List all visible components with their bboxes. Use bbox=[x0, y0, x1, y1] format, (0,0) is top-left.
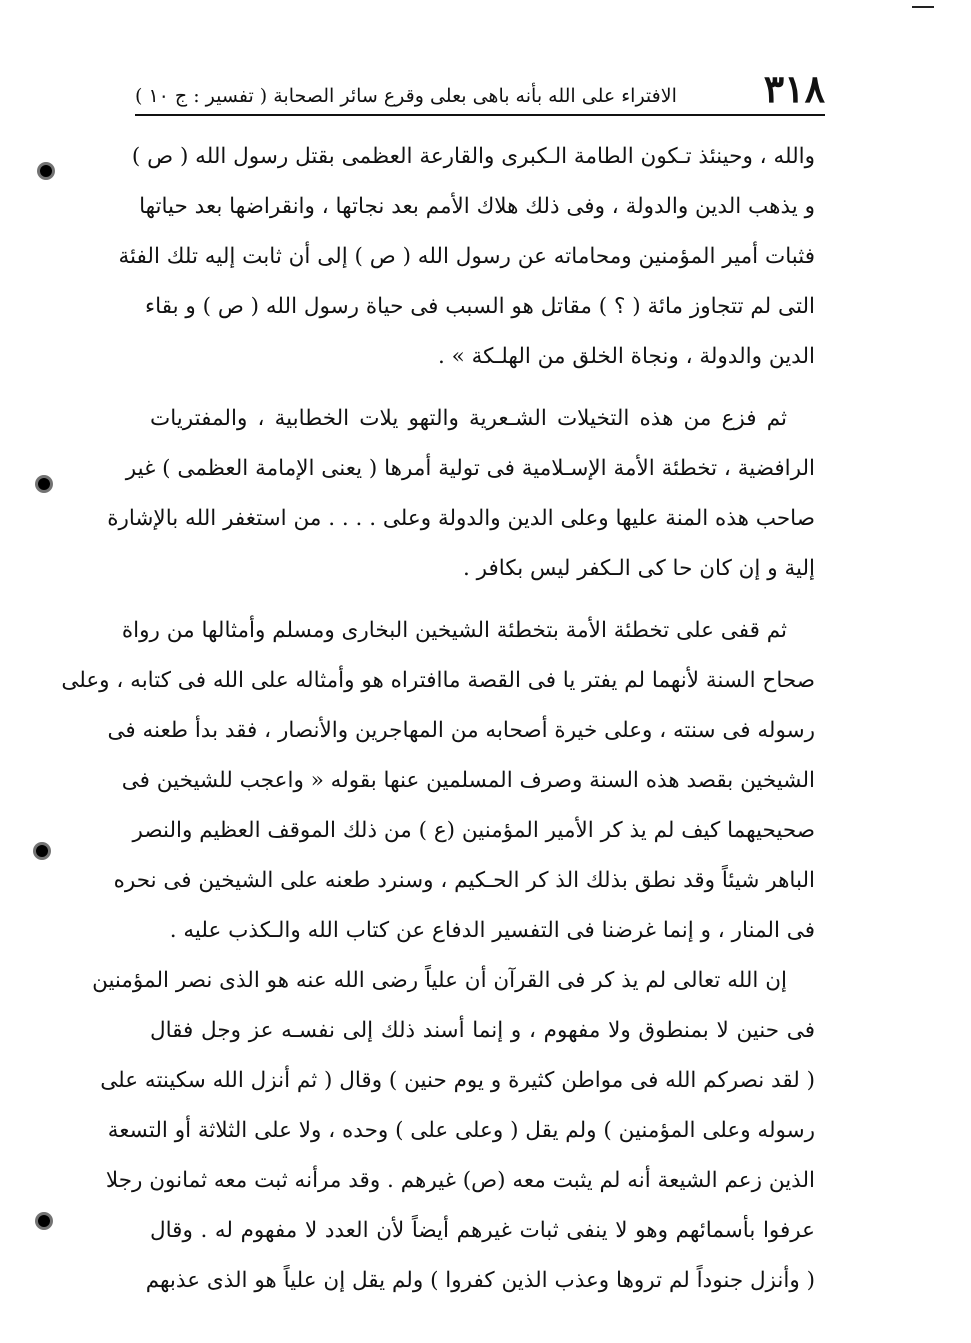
text-line: رسوله فى سنته ، وعلى خيرة أصحابه من المهاجرين والأنصار ، فقد بدأ طعنه فى bbox=[107, 718, 815, 743]
text-line: صحيحيهما كيف لم يذ كر الأمير المؤمنين (ع ) من ذلك الموقف العظيم والنصر bbox=[132, 818, 815, 843]
text-line: الدين والدولة ، ونجاة الخلق من الهلـكة » . bbox=[437, 344, 815, 369]
text-line: إلية و إن كان حا كى الـكفر ليس بكافر . bbox=[462, 556, 815, 581]
text-line: والله ، وحينئذ تـكون الطامة الـكبرى والقارعة العظمى بقتل رسول الله ( ص ) bbox=[131, 144, 815, 169]
text-line: ( لقد نصركم الله فى مواطن كثيرة و يوم حنين ) وقال ( ثم أنزل الله سكينته على bbox=[100, 1068, 815, 1093]
text-line: الذين زعم الشيعة أنه لم يثبت معه (ص) غيرهم . وقد مرأنه ثبت معه ثمانون رجلا bbox=[105, 1168, 815, 1193]
text-line: عرفوا بأسمائهم وهو لا ينفى ثبات غيرهم أيضاً لأن العدد لا مفهوم له . وقال bbox=[150, 1218, 815, 1243]
text-line: ( وأنزل جنوداً لم تروها وعذب الذين كفروا ) ولم يقل إن علياً هو الذى عذبهم bbox=[145, 1268, 815, 1293]
text-line: فى حنين لا بمنطوق ولا مفهوم ، و إنما أسند ذلك إلى نفسـه عز وجل فقال bbox=[150, 1018, 815, 1043]
text-line: فثبات أمير المؤمنين ومحاماته عن رسول الله ( ص ) إلى أن ثابت إليه تلك الفئة bbox=[118, 244, 815, 269]
page-number: ٣١٨ bbox=[763, 66, 825, 111]
binding-hole-mark bbox=[40, 165, 52, 177]
text-line: التى لم تتجاوز مائة ( ؟ ) مقاتل هو السبب فى حياة رسول الله ( ص ) و بقاء bbox=[145, 294, 815, 319]
scan-corner-mark bbox=[912, 6, 934, 8]
binding-hole-mark bbox=[38, 1215, 50, 1227]
running-title: الافتراء على الله بأنه باهى بعلى وقرع سائر الصحابة ( تفسير : ج ١٠ ) bbox=[135, 85, 677, 108]
text-line: صحاح السنة لأنهما لم يفتر يا فى القصة ماافتراه هو وأمثاله على الله فى كتابه ، وعلى bbox=[61, 668, 815, 693]
text-line: فى المنار ، و إنما غرضنا فى التفسير الدفاع عن كتاب الله والـكذب عليه . bbox=[169, 918, 815, 943]
text-line: الرافضية ، تخطئة الأمة الإسـلامية فى تولية أمرها ( يعنى الإمامة العظمى ) غير bbox=[125, 456, 815, 481]
text-line: إن الله تعالى لم يذ كر فى القرآن أن علياً رضى الله عنه هو الذى نصر المؤمنين bbox=[92, 968, 787, 993]
text-line: ثم قفى على تخطئة الأمة بتخطئة الشيخين البخارى ومسلم وأمثالها من رواة bbox=[121, 618, 787, 643]
binding-hole-mark bbox=[38, 478, 50, 490]
text-line: ثم فزع من هذه التخيلات الشـعرية والتهو يلات الخطابية ، والمفتريات bbox=[150, 406, 787, 431]
text-line: صاحب هذه المنة عليها وعلى الدين والدولة وعلى . . . . من استغفر الله بالإشارة bbox=[107, 506, 815, 531]
text-line: الشيخين بقصد هذه السنة وصرف المسلمين عنها بقوله « واعجب للشيخين فى bbox=[121, 768, 815, 793]
page-header bbox=[135, 68, 825, 116]
body-text bbox=[61, 132, 815, 1306]
binding-hole-mark bbox=[36, 845, 48, 857]
text-line: الباهر شيئاً وقد نطق بذلك الذ كر الحـكيم ، وسنرد طعنه على الشيخين فى نحره bbox=[113, 868, 815, 893]
text-line: رسوله وعلى المؤمنين ) ولم يقل ( وعلى على ) وحده ، ولا على الثلاثة أو التسعة bbox=[107, 1118, 815, 1143]
text-line: و يذهب الدين والدولة ، وفى ذلك هلاك الأمم بعد نجاتها ، وانقراضها بعد حياتها bbox=[139, 194, 815, 219]
